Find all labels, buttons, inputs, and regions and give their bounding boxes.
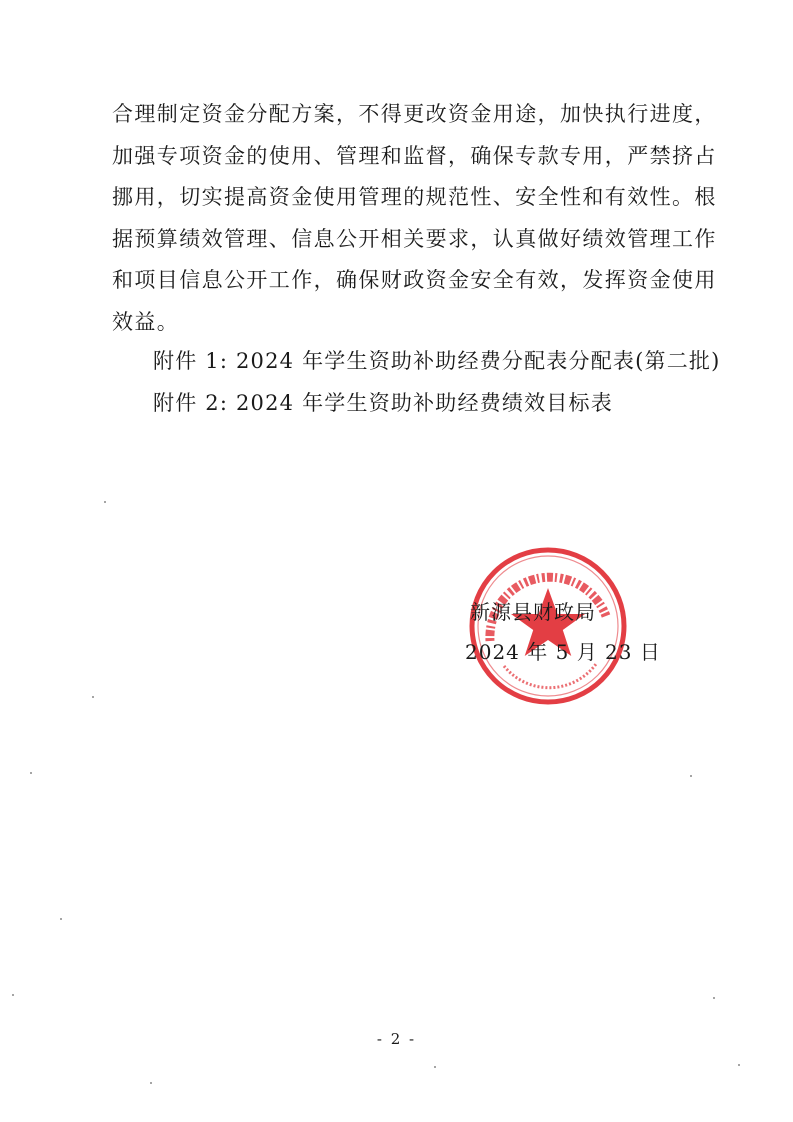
- signature-organization: 新源县财政局: [470, 600, 596, 624]
- signature-date: 2024 年 5 月 23 日: [465, 640, 661, 664]
- scan-speck: [434, 1066, 436, 1068]
- scan-speck: [12, 994, 14, 996]
- body-line: 据预算绩效管理、信息公开相关要求，认真做好绩效管理工作: [112, 226, 717, 251]
- body-paragraph: [112, 94, 717, 343]
- scan-speck: [690, 775, 692, 777]
- scan-speck: [92, 696, 94, 698]
- body-line: 挪用，切实提高资金使用管理的规范性、安全性和有效性。根: [112, 185, 717, 209]
- attachment-1: 附件 1: 2024 年学生资助补助经费分配表分配表(第二批): [153, 349, 721, 373]
- scan-speck: [60, 918, 62, 920]
- official-seal: [468, 546, 628, 706]
- scan-speck: [104, 501, 106, 503]
- scan-speck: [738, 1064, 740, 1066]
- scan-speck: [30, 772, 32, 774]
- body-line: 合理制定资金分配方案，不得更改资金用途，加快执行进度，: [112, 102, 717, 126]
- body-line: 效益。: [112, 309, 180, 334]
- attachment-2: 附件 2: 2024 年学生资助补助经费绩效目标表: [153, 391, 613, 415]
- body-line: 加强专项资金的使用、管理和监督，确保专款专用，严禁挤占: [112, 143, 717, 168]
- body-line: 和项目信息公开工作，确保财政资金安全有效，发挥资金使用: [112, 268, 717, 292]
- page-number: - 2 -: [376, 1030, 417, 1048]
- scan-speck: [150, 1082, 152, 1084]
- scan-speck: [713, 997, 715, 999]
